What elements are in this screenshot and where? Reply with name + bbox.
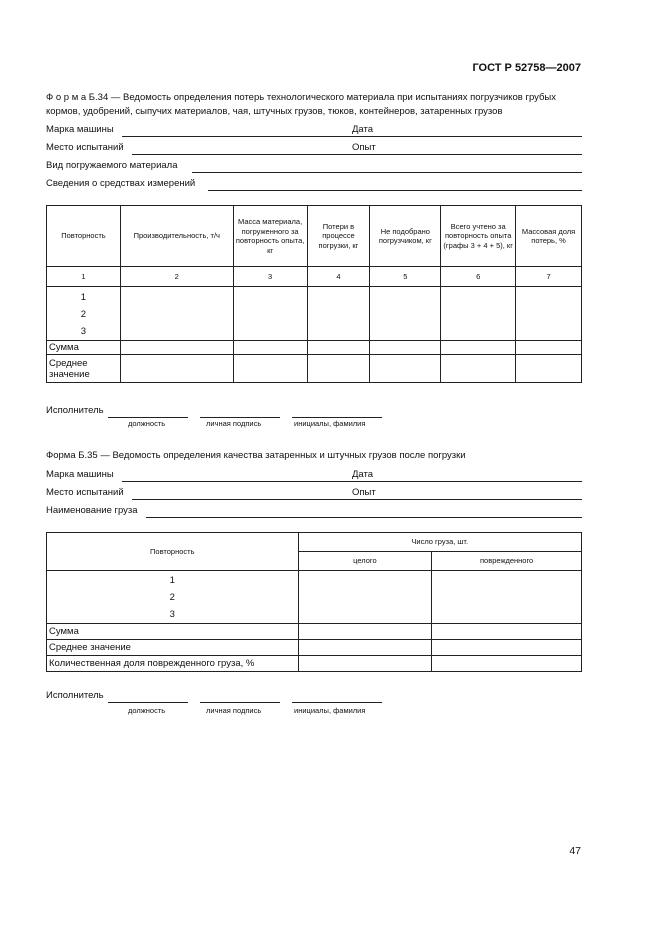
date-line <box>384 136 582 137</box>
data-cell <box>120 355 233 383</box>
form34-table <box>46 205 582 383</box>
col-mass: Масса материала, погруженного за повторность опыта, кг <box>233 206 307 267</box>
col-not-picked: Не подобрано погрузчиком, кг <box>370 206 441 267</box>
repetition-number: 1 <box>169 575 175 586</box>
repetition-number: 3 <box>169 609 175 620</box>
form35-repetitions-row <box>47 571 582 624</box>
data-cell <box>432 571 582 624</box>
col-damaged: поврежденного <box>432 552 582 571</box>
machine-label: Марка машины <box>46 469 114 480</box>
form35-cargo-row <box>46 505 582 519</box>
data-cell <box>233 287 307 341</box>
executor-label: Исполнитель <box>46 405 104 416</box>
data-cell <box>298 656 432 672</box>
sum-label: Сумма <box>47 624 299 640</box>
machine-label: Марка машины <box>46 124 114 135</box>
col-total: Всего учтено за повторность опыта (графы 3 + 4 + 5), кг <box>441 206 516 267</box>
material-line <box>192 172 582 173</box>
data-cell <box>307 287 370 341</box>
repetition-number: 1 <box>80 292 87 303</box>
data-cell <box>298 624 432 640</box>
data-cell <box>233 355 307 383</box>
form34-instruments-row <box>46 178 582 192</box>
form34-place-row <box>46 142 582 156</box>
initials-caption: инициалы, фамилия <box>294 419 366 428</box>
form35-damaged-share-row <box>47 656 582 672</box>
data-cell <box>516 355 582 383</box>
signature-line <box>200 702 280 703</box>
data-cell <box>516 341 582 355</box>
data-cell <box>370 355 441 383</box>
form35-signature <box>46 690 386 720</box>
machine-line <box>122 136 389 137</box>
data-cell <box>441 341 516 355</box>
form34-machine-row <box>46 124 582 138</box>
position-line <box>108 702 188 703</box>
damaged-share-label: Количественная доля поврежденного груза, % <box>47 656 299 672</box>
repetition-cell <box>47 287 121 341</box>
repetition-number: 2 <box>169 592 175 603</box>
form34-header-row <box>47 206 582 267</box>
data-cell <box>441 287 516 341</box>
form34-material-row <box>46 160 582 174</box>
data-cell <box>516 287 582 341</box>
sum-label: Сумма <box>47 341 121 355</box>
col-number: 1 <box>47 267 121 287</box>
col-number: 3 <box>233 267 307 287</box>
standard-header: ГОСТ Р 52758—2007 <box>472 62 581 74</box>
form35-average-row <box>47 640 582 656</box>
position-caption: должность <box>128 419 166 428</box>
data-cell <box>432 640 582 656</box>
cargo-line <box>146 517 582 518</box>
machine-line <box>122 481 389 482</box>
data-cell <box>120 341 233 355</box>
col-losses: Потери в процессе погрузки, кг <box>307 206 370 267</box>
data-cell <box>298 571 432 624</box>
instruments-label: Сведения о средствах измерений <box>46 178 196 189</box>
signature-caption: личная подпись <box>206 706 262 715</box>
repetition-number: 3 <box>80 326 87 337</box>
place-label: Место испытаний <box>46 142 124 153</box>
signature-caption: личная подпись <box>206 419 262 428</box>
col-number: 7 <box>516 267 582 287</box>
col-repetition: Повторность <box>47 533 299 571</box>
instruments-line <box>208 190 582 191</box>
data-cell <box>298 640 432 656</box>
material-label: Вид погружаемого материала <box>46 160 178 171</box>
average-label: Среднее значение <box>47 355 121 383</box>
signature-line <box>200 417 280 418</box>
form34-title: Ф о р м а Б.34 — Ведомость определения потерь технологического материала при испытаниях погрузчиков грубых кормов, удобрений, сыпучих материалов, чая, штучных грузов, тюков, контейнеров, затаренных грузов <box>46 92 557 117</box>
form34-repetitions-row <box>47 287 582 341</box>
average-label: Среднее значение <box>47 640 299 656</box>
form34-average-row <box>47 355 582 383</box>
form34-sum-row <box>47 341 582 355</box>
experiment-label: Опыт <box>352 142 376 153</box>
form35-table <box>46 532 582 672</box>
col-loss-share: Массовая доля потерь, % <box>516 206 582 267</box>
form35-place-row <box>46 487 582 501</box>
data-cell <box>307 341 370 355</box>
experiment-line <box>384 154 582 155</box>
cargo-label: Наименование груза <box>46 505 138 516</box>
experiment-label: Опыт <box>352 487 376 498</box>
col-number: 5 <box>370 267 441 287</box>
date-label: Дата <box>352 124 374 135</box>
form34-signature <box>46 405 386 435</box>
data-cell <box>432 624 582 640</box>
position-caption: должность <box>128 706 166 715</box>
data-cell <box>441 355 516 383</box>
data-cell <box>432 656 582 672</box>
form34-number-row <box>47 267 582 287</box>
initials-line <box>292 702 382 703</box>
repetition-number: 2 <box>80 309 87 320</box>
initials-line <box>292 417 382 418</box>
position-line <box>108 417 188 418</box>
form35-machine-row <box>46 469 582 483</box>
col-number: 4 <box>307 267 370 287</box>
col-count: Число груза, шт. <box>298 533 581 552</box>
data-cell <box>370 287 441 341</box>
col-number: 6 <box>441 267 516 287</box>
col-number: 2 <box>120 267 233 287</box>
page-number: 47 <box>569 845 581 857</box>
executor-label: Исполнитель <box>46 690 104 701</box>
form35-title: Форма Б.35 — Ведомость определения качества затаренных и штучных грузов после погрузки <box>46 450 466 461</box>
experiment-line <box>384 499 582 500</box>
date-line <box>384 481 582 482</box>
data-cell <box>120 287 233 341</box>
col-repetition: Повторность <box>47 206 121 267</box>
form35-header-row <box>47 533 582 552</box>
col-productivity: Производительность, т/ч <box>120 206 233 267</box>
data-cell <box>370 341 441 355</box>
col-whole: целого <box>298 552 432 571</box>
place-label: Место испытаний <box>46 487 124 498</box>
place-line <box>132 154 389 155</box>
date-label: Дата <box>352 469 374 480</box>
repetition-cell <box>47 571 299 624</box>
place-line <box>132 499 389 500</box>
data-cell <box>307 355 370 383</box>
initials-caption: инициалы, фамилия <box>294 706 366 715</box>
form35-sum-row <box>47 624 582 640</box>
data-cell <box>233 341 307 355</box>
